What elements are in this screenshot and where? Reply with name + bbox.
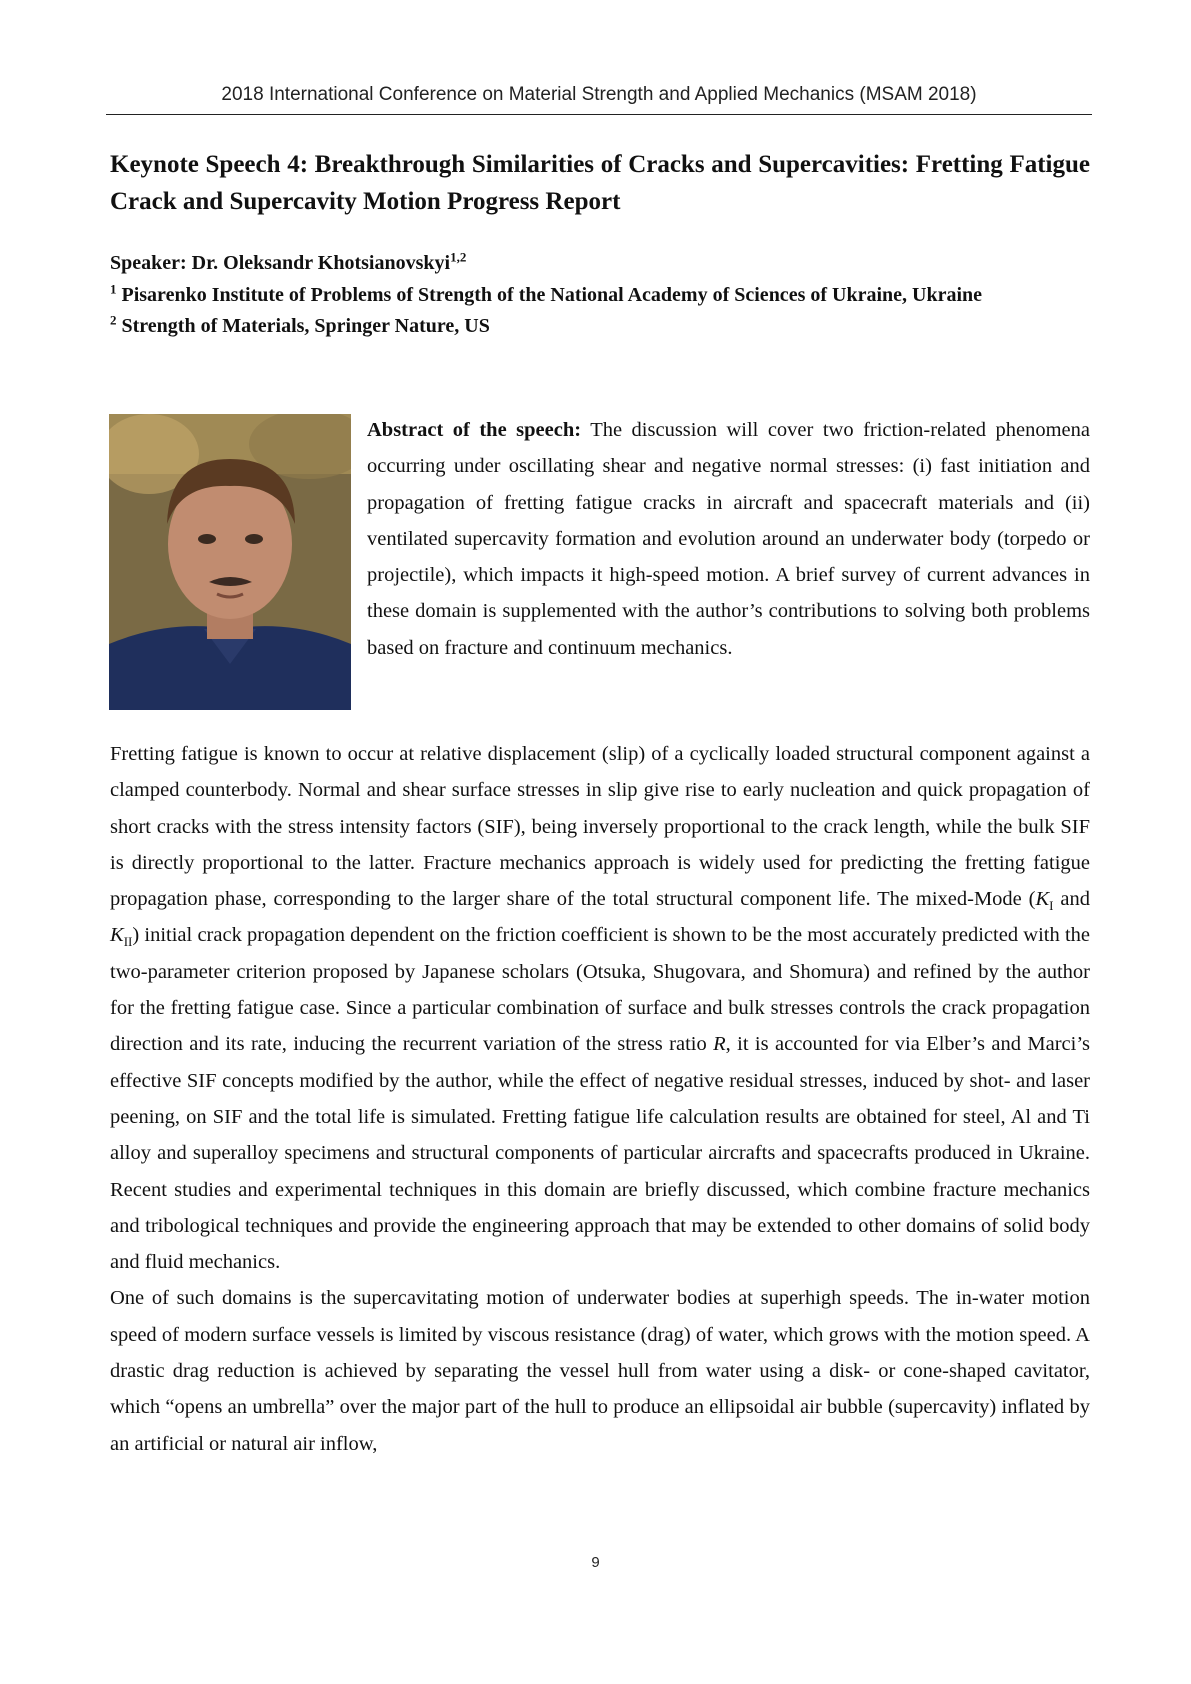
affiliation-2-number: 2 (110, 312, 117, 328)
page-number: 9 (591, 1554, 600, 1571)
speaker-affiliation-marks: 1,2 (450, 249, 467, 265)
body-paragraph-2: One of such domains is the supercavitating motion of underwater bodies at superhigh speeds. The in-water motion speed of modern surface vessels is limited by viscous resistance (drag) of water, which grows with the motion speed. A drastic drag reduction is achieved by separating the vessel hull from water using a disk- or cone-shaped cavitator, which “opens an umbrella” over the major part of the hull to produce an ellipsoidal air bubble (supercavity) inflated by an artificial or natural air inflow, (110, 1287, 1090, 1455)
abstract-label: Abstract of the speech: (367, 419, 582, 441)
k1-subscript: I (1049, 898, 1054, 914)
speaker-line (110, 248, 1090, 280)
speaker-photo (109, 414, 351, 710)
r-symbol: R (713, 1033, 726, 1056)
body-paragraph-1-part-c: , it is accounted for via Elber’s and Marci’s effective SIF concepts modified by the author, while the effect of negative residual stresses, induced by shot- and laser peening, on SIF and the total life is simulated. Fretting fatigue life calculation results are obtained for steel, Al and Ti alloy and superalloy specimens and structural components of particular aircrafts and spacecrafts produced in Ukraine. Recent studies and experimental techniques in this domain are briefly discussed, which combine fracture mechanics and tribological techniques and provide the engineering approach that may be extended to other domains of solid body and fluid mechanics. (110, 1033, 1090, 1274)
k1-symbol: K (1035, 888, 1050, 911)
speaker-name: Speaker: Dr. Oleksandr Khotsianovskyi (110, 252, 451, 274)
affiliation-1-number: 1 (110, 280, 117, 296)
header-rule (106, 114, 1092, 115)
affiliation-1-text: Pisarenko Institute of Problems of Strength of the National Academy of Sciences of Ukraine, Ukraine (121, 283, 983, 306)
body-paragraph-1-part-b: ) initial crack propagation dependent on the friction coefficient is shown to be the most accurately predicted with the two-parameter criterion proposed by Japanese scholars (Otsuka, Shugovara, and Shomura) and refined by the author for the fretting fatigue case. Since a particular combination of surface and bulk stresses controls the crack propagation direction and its rate, inducing the recurrent variation of the stress ratio (110, 924, 1090, 1056)
body-paragraph-1-part-a: Fretting fatigue is known to occur at relative displacement (slip) of a cyclically loaded structural component against a clamped counterbody. Normal and shear surface stresses in slip give rise to early nucleation and quick propagation of short cracks with the stress intensity factors (SIF), being inversely proportional to the crack length, while the bulk SIF is directly proportional to the latter. Fracture mechanics approach is widely used for predicting the fretting fatigue propagation phase, corresponding to the larger share of the total structural component life. The mixed-Mode ( (110, 743, 1090, 911)
affiliation-1 (110, 280, 1090, 312)
body-paragraph-1 (110, 736, 1090, 1280)
speaker-block (110, 248, 1090, 343)
affiliation-2 (110, 311, 1090, 343)
body-text (110, 736, 1090, 1462)
affiliation-2-text: Strength of Materials, Springer Nature, US (121, 315, 490, 337)
k2-symbol: K (110, 924, 124, 947)
abstract (367, 412, 1090, 666)
keynote-title: Keynote Speech 4: Breakthrough Similarities of Cracks and Supercavities: Fretting Fatigue Crack and Supercavity Motion Progress Report (110, 151, 1090, 215)
abstract-text: The discussion will cover two friction-related phenomena occurring under oscillating shear and negative normal stresses: (i) fast initiation and propagation of fretting fatigue cracks in aircraft and spacecraft materials and (ii) ventilated supercavity formation and evolution around an underwater body (torpedo or projectile), which impacts it high-speed motion. A brief survey of current advances in these domain is supplemented with the author’s contributions to solving both problems based on fracture and continuum mechanics. (367, 419, 1090, 659)
k2-subscript: II (123, 934, 133, 950)
k-connector: and (1053, 888, 1090, 911)
running-header: 2018 International Conference on Material Strength and Applied Mechanics (MSAM 2018) (221, 84, 977, 105)
